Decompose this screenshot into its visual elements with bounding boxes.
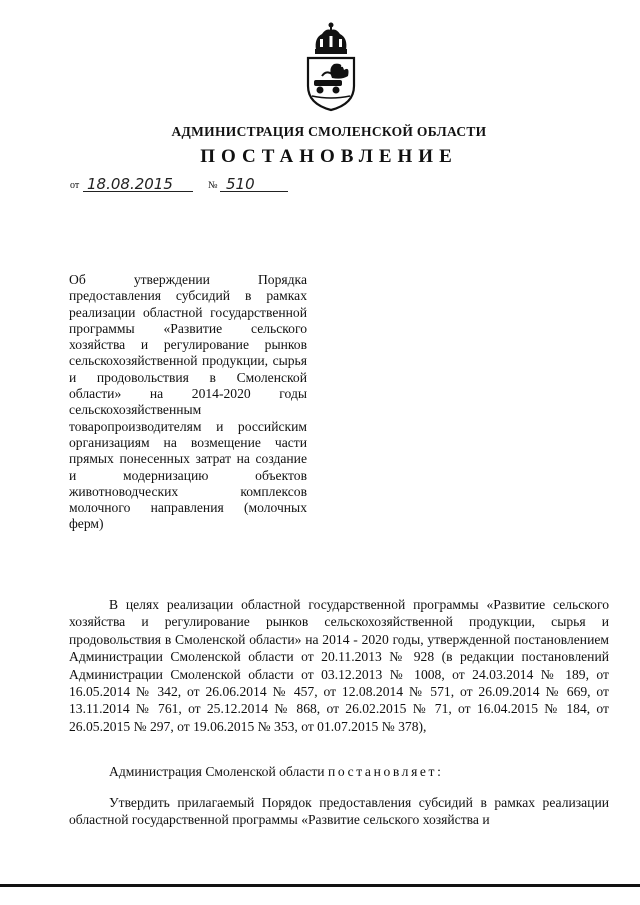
date-value: 18.08.2015 — [87, 175, 173, 193]
date-prefix: от — [70, 180, 80, 191]
resolves-keyword: постановляет: — [327, 764, 444, 779]
number-value: 510 — [226, 175, 255, 193]
number-prefix: № — [208, 180, 218, 191]
body-paragraph-preamble: В целях реализации областной государственной программы «Развитие сельского хозяйства и регулирование рынков сельскохозяйственной продукции, сырья и продовольствия в Смоленской области» на 2014 - 2020 годы, утвержденной постановлением Администрации Смоленской области от 20.11.2013 № 928 (в редакции постановлений Администрации Смоленской области от 03.12.2013 № 1008, от 24.03.2014 № 189, от 16.05.2014 № 342, от 26.06.2014 № 457, от 12.08.2014 № 571, от 26.09.2014 № 669, от 13.11.2014 № 761, от 25.12.2014 № 868, от 26.02.2015 № 71, от 16.04.2015 № 184, от 26.05.2015 № 297, от 19.06.2015 № 353, от 01.07.2015 № 378), — [69, 597, 609, 734]
body-paragraph-approve: Утвердить прилагаемый Порядок предоставления субсидий в рамках реализации областной государственной программы «Развитие сельского хозяйства и — [69, 795, 609, 828]
date-number-line — [70, 174, 290, 194]
resolves-subject: Администрация Смоленской области — [109, 764, 325, 779]
document-type-title: ПОСТАНОВЛЕНИЕ — [200, 146, 458, 167]
bottom-scan-edge — [0, 884, 640, 887]
document-subject: Об утверждении Порядка предоставления субсидий в рамках реализации областной государственной программы «Развитие сельского хозяйства и регулирование рынков сельскохозяйственной продукции, сырья и продовольствия в Смоленской области» на 2014-2020 годы сельскохозяйственным товаропроизводителям и российским организациям на возмещение части прямых понесенных затрат на создание и модернизацию объектов животноводческих комплексов молочного направления (молочных ферм) — [69, 272, 307, 532]
smolensk-coat-of-arms-icon — [298, 20, 364, 112]
body-paragraph-resolves — [69, 763, 609, 780]
organization-name: АДМИНИСТРАЦИЯ СМОЛЕНСКОЙ ОБЛАСТИ — [171, 124, 487, 139]
